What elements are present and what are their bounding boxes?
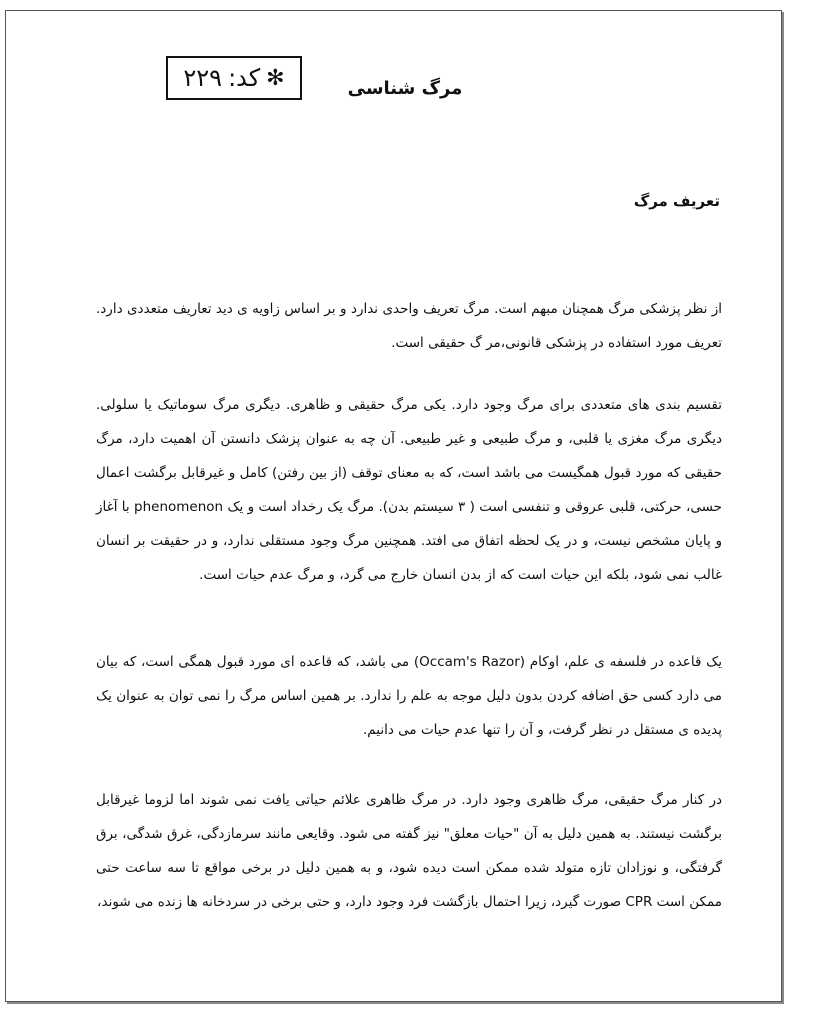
paragraph-1: از نظر پزشکی مرگ همچنان مبهم است. مرگ تعریف واحدی ندارد و بر اساس زاویه ی دید تعاریف متعددی دارد. تعریف مورد استفاده در پزشکی قانونی،مر گ حقیقی است. — [96, 301, 722, 351]
code-label: کد: — [228, 64, 261, 92]
code-box — [166, 56, 302, 100]
code-number: ۲۲۹ — [183, 64, 223, 92]
document-title: مرگ شناسی — [347, 78, 463, 99]
paragraph-4: در کنار مرگ حقیقی، مرگ ظاهری وجود دارد. در مرگ ظاهری علائم حیاتی یافت نمی شوند اما لزوما غیرقابل برگشت نیستند. به همین دلیل به آن "حیات معلق" نیز گفته می شود. وقایعی مانند سرمازدگی، غرق شدگی، برق گرفتگی، و نوزادان تازه متولد شده ممکن است دیده شود، و به همین دلیل در برخی مواقع تا سه ساعت حتی ممکن است CPR صورت گیرد، زیرا احتمال بازگشت فرد وجود دارد، و حتی برخی در سردخانه ها زنده می شوند، — [96, 792, 722, 910]
asterisk-icon: ✻ — [266, 65, 285, 91]
section-heading: تعریف مرگ — [633, 192, 720, 210]
paragraph-3: یک قاعده در فلسفه ی علم، اوکام (Occam's Razor) می باشد، که قاعده ای مورد قبول همگی است، که بیان می دارد کسی حق اضافه کردن بدون دلیل موجه به علم را ندارد. بر همین اساس مرگ را نمی توان به عنوان یک پدیده ی مستقل در نظر گرفت، و آن را تنها عدم حیات می دانیم. — [96, 654, 722, 738]
paragraph-2: تقسیم بندی های متعددی برای مرگ وجود دارد. یکی مرگ حقیقی و ظاهری. دیگری مرگ سوماتیک یا سلولی. دیگری مرگ مغزی یا قلبی، و مرگ طبیعی و غیر طبیعی. آن چه به عنوان پزشک دانستن آن اهمیت دارد، مرگ حقیقی که مورد قبول همگیست می باشد است، که به معنای توقف (از بین رفتن) کامل و غیرقابل برگشت اعمال حسی، حرکتی، قلبی عروقی و تنفسی است ( ۳ سیستم بدن). مرگ یک رخداد است و یک phenomenon با آغاز و پایان مشخص نیست، و در یک لحظه اتفاق می افتد. همچنین مرگ وجود مستقلی ندارد، و در حقیقت بر انسان غالب نمی شود، بلکه این حیات است که از بدن انسان خارج می گرد، و مرگ عدم حیات است. — [96, 397, 722, 583]
